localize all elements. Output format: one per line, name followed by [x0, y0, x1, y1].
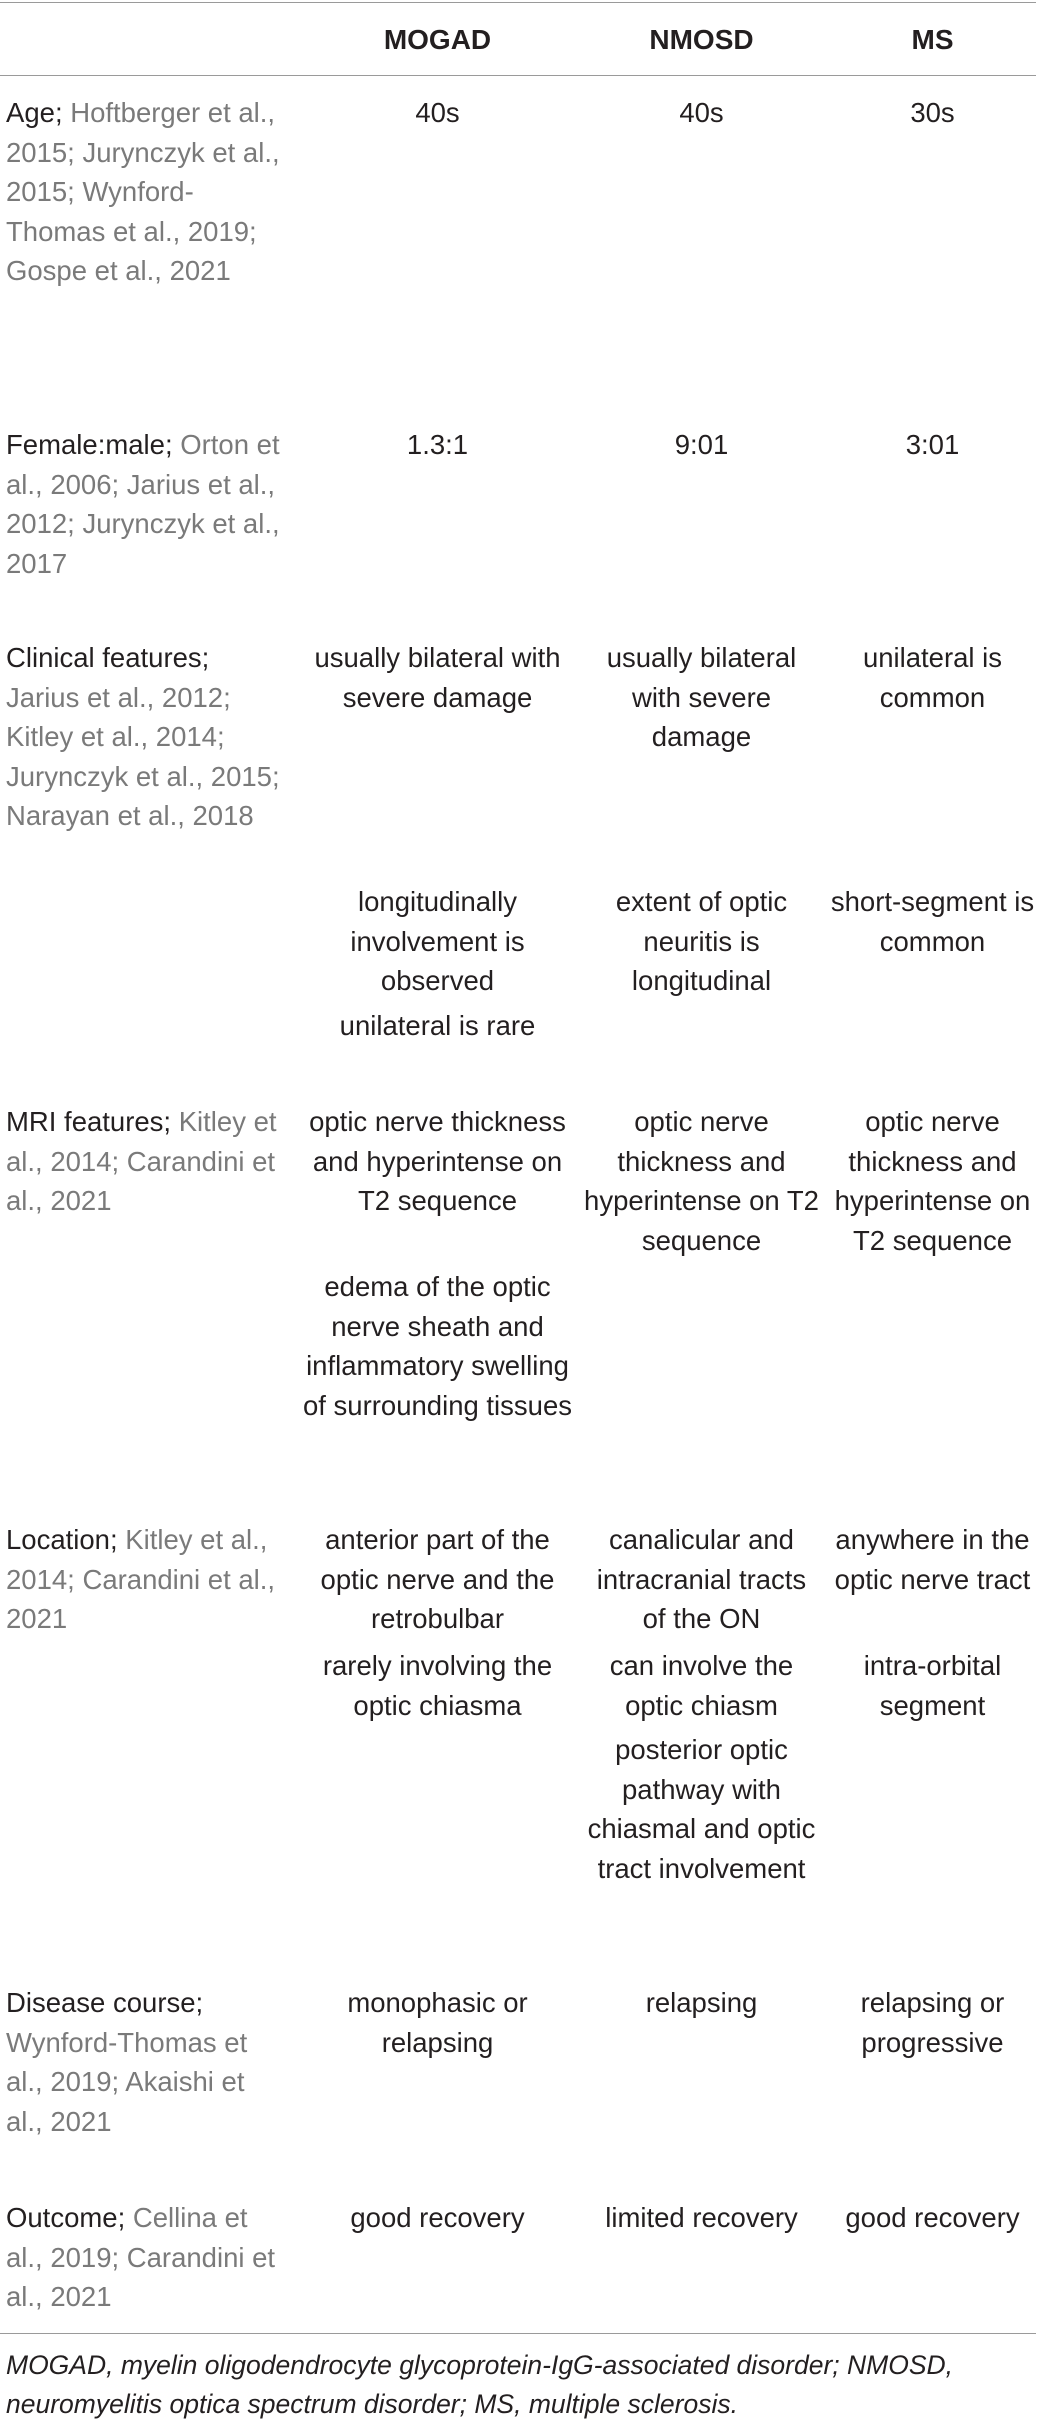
row-feature-cell: Outcome; Cellina et al., 2019; Carandini et al., 2021	[6, 2202, 276, 2313]
feature-label: Female:male	[6, 429, 165, 460]
row-feature-cell: Age; Hoftberger et al., 2015; Jurynczyk et al., 2015; Wynford-Thomas et al., 2019; Gospe et al., 2021	[6, 97, 280, 287]
mogad-cell: rarely involving the optic chiasma	[322, 1650, 553, 1721]
mogad-cell: anterior part of the optic nerve and the retrobulbar	[320, 1524, 555, 1635]
feature-label: MRI features	[6, 1106, 164, 1137]
nmosd-cell: extent of optic neuritis is longitudinal	[615, 886, 788, 997]
reference-text: Hoftberger et al., 2015; Jurynczyk et al., 2015; Wynford-Thomas et al., 2019; Gospe et al., 2021	[6, 97, 280, 287]
feature-label: Location	[6, 1524, 110, 1555]
table-footnote: MOGAD, myelin oligodendrocyte glycoprotein-IgG-associated disorder; NMOSD, neuromyelitis optica spectrum disorder; MS, multiple sclerosis.	[6, 2350, 954, 2419]
row-feature-cell: MRI features; Kitley et al., 2014; Carandini et al., 2021	[6, 1106, 277, 1217]
header-nmosd: NMOSD	[649, 24, 754, 55]
reference-text: Jarius et al., 2012; Kitley et al., 2014; Jurynczyk et al., 2015; Narayan et al., 2018	[6, 681, 280, 832]
mogad-cell: optic nerve thickness and hyperintense on T2 sequence	[309, 1106, 566, 1217]
table-top-rule	[0, 2, 1036, 3]
nmosd-cell: relapsing	[645, 1987, 758, 2018]
nmosd-cell: optic nerve thickness and hyperintense on T2 sequence	[584, 1106, 819, 1256]
mogad-cell: 1.3:1	[406, 429, 469, 460]
row-feature-cell: Female:male; Orton et al., 2006; Jarius et al., 2012; Jurynczyk et al., 2017	[6, 429, 280, 579]
reference-text: Orton et al., 2006; Jarius et al., 2012; Jurynczyk et al., 2017	[6, 429, 280, 579]
mogad-cell: unilateral is rare	[339, 1010, 536, 1041]
header-ms: MS	[911, 24, 954, 55]
ms-cell: anywhere in the optic nerve tract	[834, 1524, 1031, 1595]
feature-label: Outcome	[6, 2202, 118, 2233]
table-bottom-rule	[0, 2333, 1036, 2334]
reference-text: Cellina et al., 2019; Carandini et al., 2021	[6, 2202, 276, 2313]
nmosd-cell: usually bilateral with severe damage	[606, 642, 797, 753]
header-mogad: MOGAD	[383, 24, 492, 55]
header-rule	[0, 75, 1036, 76]
mogad-cell: good recovery	[350, 2202, 525, 2233]
feature-label: Age	[6, 97, 55, 128]
mogad-cell: usually bilateral with severe damage	[314, 642, 561, 713]
ms-cell: optic nerve thickness and hyperintense on T2 sequence	[834, 1106, 1031, 1256]
nmosd-cell: limited recovery	[605, 2202, 798, 2233]
nmosd-cell: 40s	[679, 97, 724, 128]
ms-cell: 3:01	[905, 429, 960, 460]
mogad-cell: longitudinally involvement is observed	[350, 886, 525, 997]
reference-text: Wynford-Thomas et al., 2019; Akaishi et al., 2021	[6, 2026, 248, 2137]
nmosd-cell: 9:01	[674, 429, 729, 460]
ms-cell: 30s	[910, 97, 955, 128]
nmosd-cell: posterior optic pathway with chiasmal and optic tract involvement	[587, 1734, 816, 1884]
reference-text: Kitley et al., 2014; Carandini et al., 2021	[6, 1524, 276, 1635]
ms-cell: intra-orbital segment	[863, 1650, 1002, 1721]
ms-cell: unilateral is common	[862, 642, 1003, 713]
ms-cell: relapsing or progressive	[860, 1987, 1005, 2058]
reference-text: Kitley et al., 2014; Carandini et al., 2021	[6, 1106, 277, 1217]
mogad-cell: edema of the optic nerve sheath and inflammatory swelling of surrounding tissues	[302, 1271, 573, 1421]
feature-label: Clinical features	[6, 642, 202, 673]
feature-label: Disease course	[6, 1987, 196, 2018]
ms-cell: short-segment is common	[830, 886, 1035, 957]
nmosd-cell: canalicular and intracranial tracts of the ON	[596, 1524, 807, 1635]
mogad-cell: monophasic or relapsing	[347, 1987, 528, 2058]
mogad-cell: 40s	[415, 97, 460, 128]
ms-cell: good recovery	[845, 2202, 1020, 2233]
row-feature-cell: Location; Kitley et al., 2014; Carandini et al., 2021	[6, 1524, 276, 1635]
row-feature-cell: Clinical features; Jarius et al., 2012; Kitley et al., 2014; Jurynczyk et al., 2015; Narayan et al., 2018	[6, 642, 280, 832]
nmosd-cell: can involve the optic chiasm	[609, 1650, 794, 1721]
row-feature-cell: Disease course; Wynford-Thomas et al., 2019; Akaishi et al., 2021	[6, 1987, 248, 2137]
